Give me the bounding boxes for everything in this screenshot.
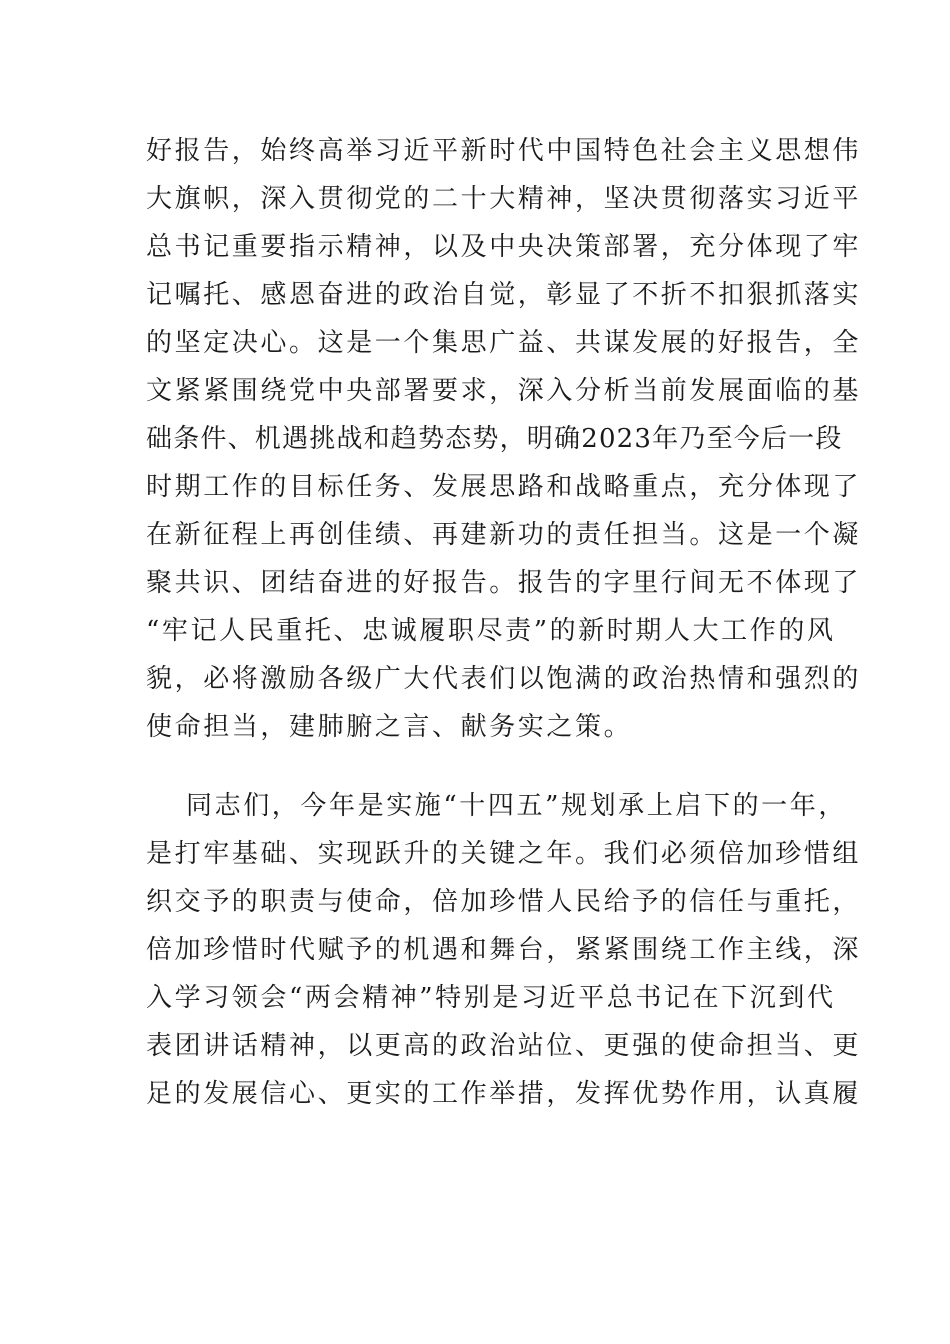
text-line: 足的发展信心、更实的工作举措，发挥优势作用，认真履	[146, 1079, 862, 1109]
text-line: 好报告，始终高举习近平新时代中国特色社会主义思想伟	[146, 136, 862, 166]
text-line: 貌，必将激励各级广大代表们以饱满的政治热情和强烈的	[146, 664, 862, 694]
text-line: 倍加珍惜时代赋予的机遇和舞台，紧紧围绕工作主线，深	[146, 935, 862, 965]
text-line: 础条件、机遇挑战和趋势态势，明确2023年乃至今后一段	[146, 424, 843, 454]
paragraph-2	[146, 782, 862, 1118]
text-line: 同志们，今年是实施“十四五”规划承上启下的一年，	[186, 791, 847, 821]
paragraph-1	[146, 127, 862, 751]
text-line: 在新征程上再创佳绩、再建新功的责任担当。这是一个凝	[146, 520, 862, 550]
text-line: 总书记重要指示精神，以及中央决策部署，充分体现了牢	[146, 232, 862, 262]
text-line: 表团讲话精神，以更高的政治站位、更强的使命担当、更	[146, 1031, 862, 1061]
text-line: 记嘱托、感恩奋进的政治自觉，彰显了不折不扣狠抓落实	[146, 280, 862, 310]
text-line: “牢记人民重托、忠诚履职尽责”的新时期人大工作的风	[146, 616, 836, 646]
text-line: 的坚定决心。这是一个集思广益、共谋发展的好报告，全	[146, 328, 862, 358]
text-line: 时期工作的目标任务、发展思路和战略重点，充分体现了	[146, 472, 862, 502]
text-line: 使命担当，建肺腑之言、献务实之策。	[146, 712, 633, 742]
text-line: 聚共识、团结奋进的好报告。报告的字里行间无不体现了	[146, 568, 862, 598]
text-line: 是打牢基础、实现跃升的关键之年。我们必须倍加珍惜组	[146, 839, 862, 869]
text-line: 大旗帜，深入贯彻党的二十大精神，坚决贯彻落实习近平	[146, 184, 862, 214]
text-line: 文紧紧围绕党中央部署要求，深入分析当前发展面临的基	[146, 376, 862, 406]
text-line: 织交予的职责与使命，倍加珍惜人民给予的信任与重托，	[146, 887, 862, 917]
text-line: 入学习领会“两会精神”特别是习近平总书记在下沉到代	[146, 983, 836, 1013]
